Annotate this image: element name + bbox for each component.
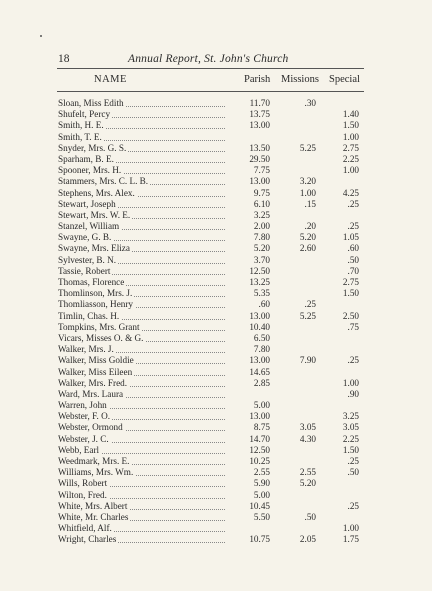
contributor-name: Smith, T. E. — [58, 131, 102, 142]
parish-amount: 13.00 — [249, 310, 270, 321]
missions-amount: .20 — [304, 221, 316, 232]
contributor-name: Webster, F. O. — [58, 411, 110, 422]
missions-amount: 5.20 — [299, 478, 316, 489]
special-amount: 1.00 — [342, 523, 359, 534]
special-amount: 1.05 — [342, 232, 359, 243]
contributor-name: Webb, Earl — [58, 444, 100, 455]
table-row — [0, 132, 432, 143]
page-header — [58, 53, 363, 67]
special-amount: 2.25 — [342, 153, 359, 164]
contributor-name: Wills, Robert — [58, 478, 108, 489]
contributor-name: Thomas, Florence — [58, 277, 125, 287]
parish-amount: 13.00 — [249, 176, 270, 187]
missions-amount: 5.25 — [299, 142, 316, 153]
contributor-name: Spooner, Mrs. H. — [58, 165, 122, 176]
special-amount: .25 — [347, 355, 359, 366]
special-amount: 2.75 — [342, 142, 359, 153]
parish-amount: .60 — [258, 299, 270, 310]
contributor-name: Stewart, Joseph — [58, 198, 116, 209]
special-amount: 1.00 — [342, 165, 359, 176]
table-row — [0, 109, 432, 120]
table-row — [0, 367, 432, 378]
contributor-name: Swayne, Mrs. Eliza — [58, 243, 130, 254]
table-row — [0, 199, 432, 210]
contributor-name: Ward, Mrs. Laura — [58, 388, 124, 399]
parish-amount: 12.50 — [249, 265, 270, 276]
parish-amount: 5.00 — [253, 400, 270, 411]
special-amount: .75 — [347, 321, 359, 332]
parish-amount: 7.75 — [253, 165, 270, 176]
parish-amount: 14.65 — [249, 366, 270, 377]
table-row — [0, 143, 432, 154]
table-row — [0, 176, 432, 187]
missions-amount: 4.30 — [299, 433, 316, 444]
parish-amount: 13.50 — [249, 142, 270, 153]
table-row — [0, 266, 432, 277]
parish-amount: 2.55 — [253, 467, 270, 478]
special-amount: 3.25 — [342, 411, 359, 422]
missions-amount: 5.25 — [299, 310, 316, 321]
column-header-missions: Missions — [281, 74, 319, 85]
table-row — [0, 467, 432, 478]
contributor-name: Stewart, Mrs. W. E. — [58, 209, 131, 220]
parish-amount: 13.00 — [249, 120, 270, 131]
special-amount: .50 — [347, 254, 359, 265]
contributor-name: Warren, John — [58, 400, 107, 411]
table-row — [0, 165, 432, 176]
special-amount: .70 — [347, 265, 359, 276]
contributor-name: Stammers, Mrs. C. L. B. — [58, 176, 149, 187]
contributor-name: Snyder, Mrs. G. S. — [58, 142, 127, 153]
parish-amount: 10.45 — [249, 500, 270, 511]
parish-amount: 5.90 — [253, 478, 270, 489]
table-row — [0, 434, 432, 445]
contributor-name: Swayne, G. B. — [58, 232, 112, 243]
contributions-table — [0, 98, 432, 546]
missions-amount: .30 — [304, 98, 316, 108]
table-row — [0, 501, 432, 512]
table-row — [0, 311, 432, 322]
table-row — [0, 389, 432, 400]
table-row — [0, 299, 432, 310]
special-amount: .60 — [347, 243, 359, 254]
parish-amount: 6.10 — [253, 198, 270, 209]
contributor-name: Smith, H. E. — [58, 120, 104, 131]
parish-amount: 11.70 — [249, 98, 270, 108]
parish-amount: 10.75 — [249, 534, 270, 545]
table-row — [0, 378, 432, 389]
parish-amount: 10.25 — [249, 456, 270, 466]
table-row — [0, 232, 432, 243]
parish-amount: 3.25 — [253, 209, 270, 220]
table-row — [0, 411, 432, 422]
table-row — [0, 456, 432, 467]
special-amount: .25 — [347, 198, 359, 209]
contributor-name: White, Mrs. Albert — [58, 500, 128, 511]
parish-amount: 7.80 — [253, 232, 270, 243]
page-number: 18 — [58, 53, 70, 65]
column-header-name: NAME — [94, 74, 127, 85]
missions-amount: 2.60 — [299, 243, 316, 254]
parish-amount: 5.35 — [253, 288, 270, 299]
header-rule-bottom — [57, 91, 364, 92]
missions-amount: 2.55 — [299, 467, 316, 478]
parish-amount: 9.75 — [253, 187, 270, 198]
table-row — [0, 523, 432, 534]
missions-amount: 2.05 — [299, 534, 316, 545]
contributor-name: Vicars, Misses O. & G. — [58, 332, 144, 343]
special-amount: .25 — [347, 500, 359, 511]
parish-amount: 13.00 — [249, 411, 270, 422]
table-row — [0, 333, 432, 344]
table-row — [0, 243, 432, 254]
contributor-name: Walker, Miss Goldie — [58, 355, 134, 366]
special-amount: .90 — [347, 388, 359, 399]
parish-amount: 29.50 — [249, 153, 270, 164]
table-row — [0, 188, 432, 199]
page-speck — [40, 35, 42, 37]
parish-amount: 12.50 — [249, 444, 270, 455]
parish-amount: 13.75 — [249, 109, 270, 120]
parish-amount: 2.00 — [253, 221, 270, 232]
column-header-special: Special — [329, 74, 360, 85]
missions-amount: 5.20 — [299, 232, 316, 243]
parish-amount: 10.40 — [249, 321, 270, 332]
contributor-name: Sylvester, B. N. — [58, 254, 117, 265]
contributor-name: Sloan, Miss Edith — [58, 98, 124, 108]
contributor-name: Shufelt, Percy — [58, 109, 111, 120]
parish-amount: 5.00 — [253, 489, 270, 500]
special-amount: 1.50 — [342, 444, 359, 455]
running-title: Annual Report, St. John's Church — [128, 53, 289, 65]
parish-amount: 13.00 — [249, 355, 270, 366]
contributor-name: Wilton, Fred. — [58, 489, 107, 500]
special-amount: 1.40 — [342, 109, 359, 120]
table-row — [0, 512, 432, 523]
parish-amount: 5.20 — [253, 243, 270, 254]
table-row — [0, 534, 432, 545]
table-row — [0, 210, 432, 221]
table-row — [0, 98, 432, 109]
special-amount: 2.75 — [342, 277, 359, 287]
special-amount: 3.05 — [342, 422, 359, 433]
contributor-name: Tompkins, Mrs. Grant — [58, 321, 140, 332]
contributor-name: Stanzel, William — [58, 221, 120, 232]
special-amount: 1.50 — [342, 288, 359, 299]
contributor-name: Williams, Mrs. Wm. — [58, 467, 134, 478]
table-row — [0, 277, 432, 288]
contributor-name: Walker, Mrs. J. — [58, 344, 114, 355]
parish-amount: 14.70 — [249, 433, 270, 444]
missions-amount: 3.05 — [299, 422, 316, 433]
special-amount: 1.00 — [342, 377, 359, 388]
table-row — [0, 445, 432, 456]
parish-amount: 13.25 — [249, 277, 270, 287]
missions-amount: .50 — [304, 511, 316, 522]
table-row — [0, 490, 432, 501]
table-row — [0, 478, 432, 489]
table-row — [0, 221, 432, 232]
special-amount: 1.50 — [342, 120, 359, 131]
missions-amount: .25 — [304, 299, 316, 310]
special-amount: 1.75 — [342, 534, 359, 545]
header-rule-top — [57, 68, 364, 69]
contributor-name: Walker, Miss Eileen — [58, 366, 133, 377]
missions-amount: .15 — [304, 198, 316, 209]
contributor-name: Tassie, Robert — [58, 265, 111, 276]
parish-amount: 3.70 — [253, 254, 270, 265]
missions-amount: 1.00 — [299, 187, 316, 198]
special-amount: 2.50 — [342, 310, 359, 321]
special-amount: .50 — [347, 467, 359, 478]
special-amount: .25 — [347, 221, 359, 232]
table-row — [0, 255, 432, 266]
contributor-name: Webster, J. C. — [58, 433, 109, 444]
contributor-name: Walker, Mrs. Fred. — [58, 377, 128, 388]
contributor-name: Thomlinson, Mrs. J. — [58, 288, 133, 299]
contributor-name: Thomliasson, Henry — [58, 299, 134, 310]
contributor-name: White, Mr. Charles — [58, 511, 129, 522]
column-header-parish: Parish — [244, 74, 271, 85]
special-amount: 4.25 — [342, 187, 359, 198]
missions-amount: 7.90 — [299, 355, 316, 366]
table-row — [0, 344, 432, 355]
special-amount: 1.00 — [342, 131, 359, 142]
special-amount: 2.25 — [342, 433, 359, 444]
contributor-name: Weedmark, Mrs. E. — [58, 456, 130, 466]
contributor-name: Stephens, Mrs. Alex. — [58, 187, 135, 198]
table-row — [0, 120, 432, 131]
table-row — [0, 322, 432, 333]
table-row — [0, 422, 432, 433]
parish-amount: 6.50 — [253, 332, 270, 343]
parish-amount: 5.50 — [253, 511, 270, 522]
contributor-name: Wright, Charles — [58, 534, 117, 545]
contributor-name: Whitfield, Alf. — [58, 523, 112, 534]
missions-amount: 3.20 — [299, 176, 316, 187]
special-amount: .25 — [347, 456, 359, 466]
parish-amount: 8.75 — [253, 422, 270, 433]
table-row — [0, 288, 432, 299]
table-row — [0, 355, 432, 366]
parish-amount: 7.80 — [253, 344, 270, 355]
contributor-name: Timlin, Chas. H. — [58, 310, 120, 321]
table-row — [0, 400, 432, 411]
contributor-name: Webster, Ormond — [58, 422, 123, 433]
contributor-name: Sparham, B. E. — [58, 153, 114, 164]
parish-amount: 2.85 — [253, 377, 270, 388]
table-row — [0, 154, 432, 165]
